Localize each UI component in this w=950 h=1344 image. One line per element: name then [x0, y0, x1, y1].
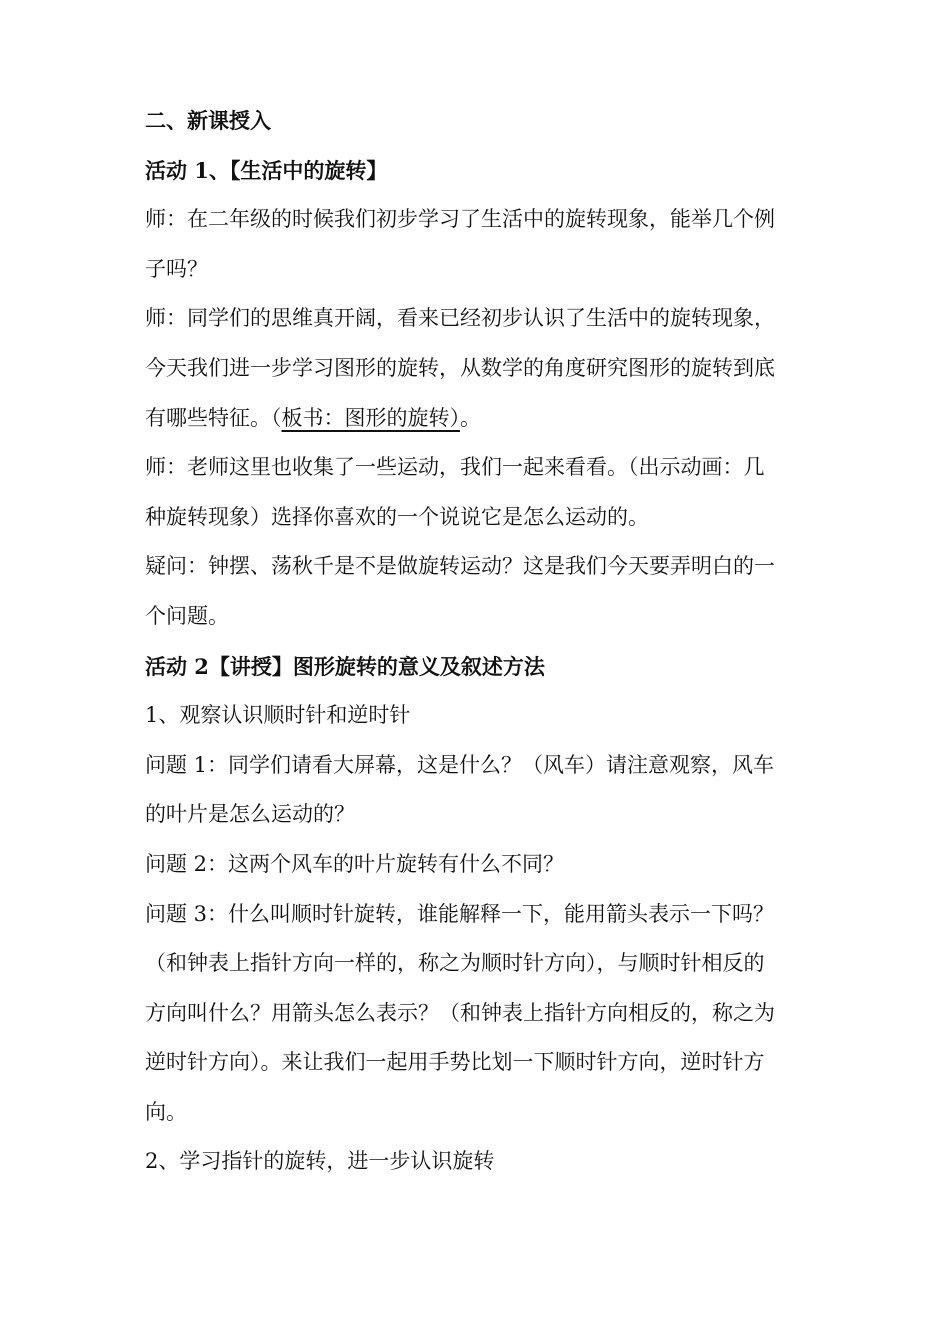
paragraph-line	[145, 394, 810, 444]
paragraph-text: 有哪些特征。（	[145, 405, 282, 430]
activity-2-title: 活动 2【讲授】图形旋转的意义及叙述方法	[145, 653, 545, 679]
question-line: 逆时针方向）。来让我们一起用手势比划一下顺时针方向，逆时针方	[145, 1050, 765, 1075]
paragraph-line: 师：同学们的思维真开阔，看来已经初步认识了生活中的旋转现象，	[145, 306, 775, 331]
activity-1-title: 活动 1、【生活中的旋转】	[145, 157, 388, 183]
paragraph-line: 师：在二年级的时候我们初步学习了生活中的旋转现象，能举几个例	[145, 207, 775, 232]
paragraph-line: 师：老师这里也收集了一些运动，我们一起来看看。（出示动画：几	[145, 455, 765, 480]
paragraph-line: 个问题。	[145, 603, 229, 628]
paragraph-line: 疑问：钟摆、荡秋千是不是做旋转运动？这是我们今天要弄明白的一	[145, 554, 775, 579]
paragraph-line: 今天我们进一步学习图形的旋转，从数学的角度研究图形的旋转到底	[145, 355, 775, 380]
question-line: 的叶片是怎么运动的？	[145, 802, 355, 827]
question-line: 向。	[145, 1099, 187, 1124]
question-line: （和钟表上指针方向一样的，称之为顺时针方向），与顺时针相反的	[145, 951, 765, 976]
question-line: 问题 2：这两个风车的叶片旋转有什么不同？	[145, 851, 565, 876]
question-line: 方向叫什么？用箭头怎么表示？（和钟表上指针方向相反的，称之为	[145, 1000, 775, 1025]
board-note: 板书：图形的旋转）	[281, 405, 460, 430]
paragraph-text: 。	[460, 405, 481, 430]
section-heading: 二、新课授入	[145, 108, 271, 133]
document-body	[145, 96, 810, 1187]
question-line: 问题 1：同学们请看大屏幕，这是什么？（风车）请注意观察，风车	[145, 752, 775, 777]
paragraph-line: 种旋转现象）选择你喜欢的一个说说它是怎么运动的。	[145, 504, 649, 529]
question-line: 问题 3：什么叫顺时针旋转，谁能解释一下，能用箭头表示一下吗？	[145, 901, 775, 926]
subsection-title: 1、观察认识顺时针和逆时针	[145, 703, 411, 728]
subsection-title: 2、学习指针的旋转，进一步认识旋转	[145, 1149, 495, 1174]
paragraph-line: 子吗？	[145, 256, 208, 281]
